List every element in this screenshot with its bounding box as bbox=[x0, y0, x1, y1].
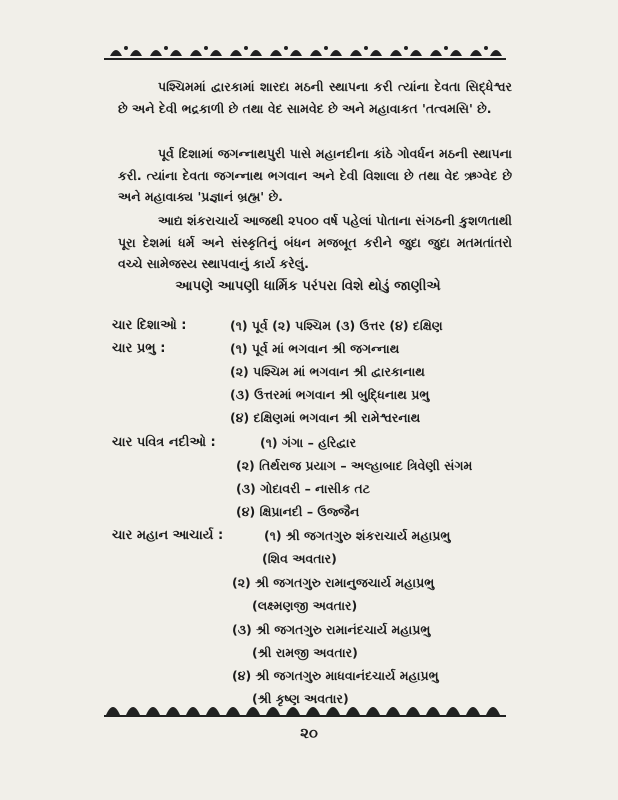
lords-item: (૩) ઉત્તરમાં ભગવાન શ્રી બુદ્ધિનાથ પ્રભુ bbox=[230, 387, 430, 402]
acharyas-avatar: (લક્ષ્મણજી અવતાર) bbox=[252, 598, 358, 613]
lords-label: ચાર પ્રભુ : bbox=[112, 341, 166, 356]
rivers-item: (૩) ગોદાવરી – નાસીક તટ bbox=[236, 481, 370, 496]
rivers-item: (૧) ગંગા – હરિદ્વાર bbox=[260, 435, 357, 450]
acharyas-label: ચાર મહાન આચાર્ય : bbox=[112, 528, 224, 543]
paragraph-east: પૂર્વ દિશામાં જગન્નાથપુરી પાસે મહાનદીના કાંઠે ગોવર્ધન મઠની સ્થાપના કરી. ત્યાંના દેવતા જગન્નાથ ભગવાન અને દેવી વિશાલા છે તથા વેદ ઋગ્વેદ છે અને મહાવાક્ય 'પ્રજ્ઞાનં બ્રહ્મ' છે. bbox=[118, 146, 512, 204]
acharyas-item: (૩) શ્રી જગતગુરુ રામાનંદચાર્ય મહાપ્રભુ bbox=[232, 622, 431, 637]
acharyas-avatar: (શ્રી રામજી અવતાર) bbox=[252, 645, 358, 660]
page-number: ૨૦ bbox=[300, 724, 318, 742]
rivers-label: ચાર પવિત્ર નદીઓ : bbox=[112, 435, 216, 450]
top-floral-border bbox=[104, 40, 506, 64]
bottom-floral-border bbox=[104, 695, 506, 719]
directions-item: (૧) પૂર્વ (૨) પશ્ચિમ (૩) ઉત્તર (૪) દક્ષિણ bbox=[230, 318, 443, 333]
acharyas-avatar: (શ્રી કૃષ્ણ અવતાર) bbox=[252, 691, 349, 706]
rivers-item: (૪) ક્ષિપ્રાનદી – ઉજ્જૈન bbox=[236, 504, 360, 519]
lords-item: (૨) પશ્ચિમ માં ભગવાન શ્રી દ્વારકાનાથ bbox=[230, 364, 425, 379]
paragraph-west: પશ્ચિમમાં દ્વારકામાં શારદા મઠની સ્થાપના કરી ત્યાંના દેવતા સિદ્ધેશ્વર છે અને દેવી ભદ્રકાળી છે તથા વેદ સામવેદ છે અને મહાવાકત 'તત્વમસિ' છે. bbox=[118, 79, 512, 116]
lords-item: (૧) પૂર્વ માં ભગવાન શ્રી જગન્નાથ bbox=[230, 341, 400, 356]
directions-label: ચાર દિશાઓ : bbox=[112, 318, 187, 333]
acharyas-item: (૨) શ્રી જગતગુરુ રામાનુજચાર્ય મહાપ્રભુ bbox=[232, 575, 435, 590]
acharyas-item: (૪) શ્રી જગતગુરુ માધવાનંદચાર્ય મહાપ્રભુ bbox=[232, 668, 439, 683]
acharyas-avatar: (શિવ અવતાર) bbox=[262, 551, 337, 566]
section-heading: આપણે આપણી ધાર્મિક પરંપરા વિશે થોડું જાણીએ bbox=[175, 278, 441, 294]
rivers-item: (૨) તિર્થરાજ પ્રયાગ – અલ્હાબાદ ત્રિવેણી સંગમ bbox=[236, 458, 473, 473]
lords-item: (૪) દક્ષિણમાં ભગવાન શ્રી રામેશ્વરનાથ bbox=[230, 410, 421, 425]
paragraph-shankaracharya: આદ્ય શંકરાચાર્ય આજથી ૨૫૦૦ વર્ષ પહેલાં પોતાના સંગઠની કુશળતાથી પૂરા દેશમાં ધર્મ અને સંસ્કૃતિનું બંધન મજબૂત કરીને જુદા જુદા મતમતાંતરો વચ્ચે સામેજસ્ય સ્થાપવાનું કાર્ય કરેલું. bbox=[118, 213, 512, 271]
acharyas-item: (૧) શ્રી જગતગુરુ શંકરાચાર્ય મહાપ્રભુ bbox=[264, 528, 451, 543]
